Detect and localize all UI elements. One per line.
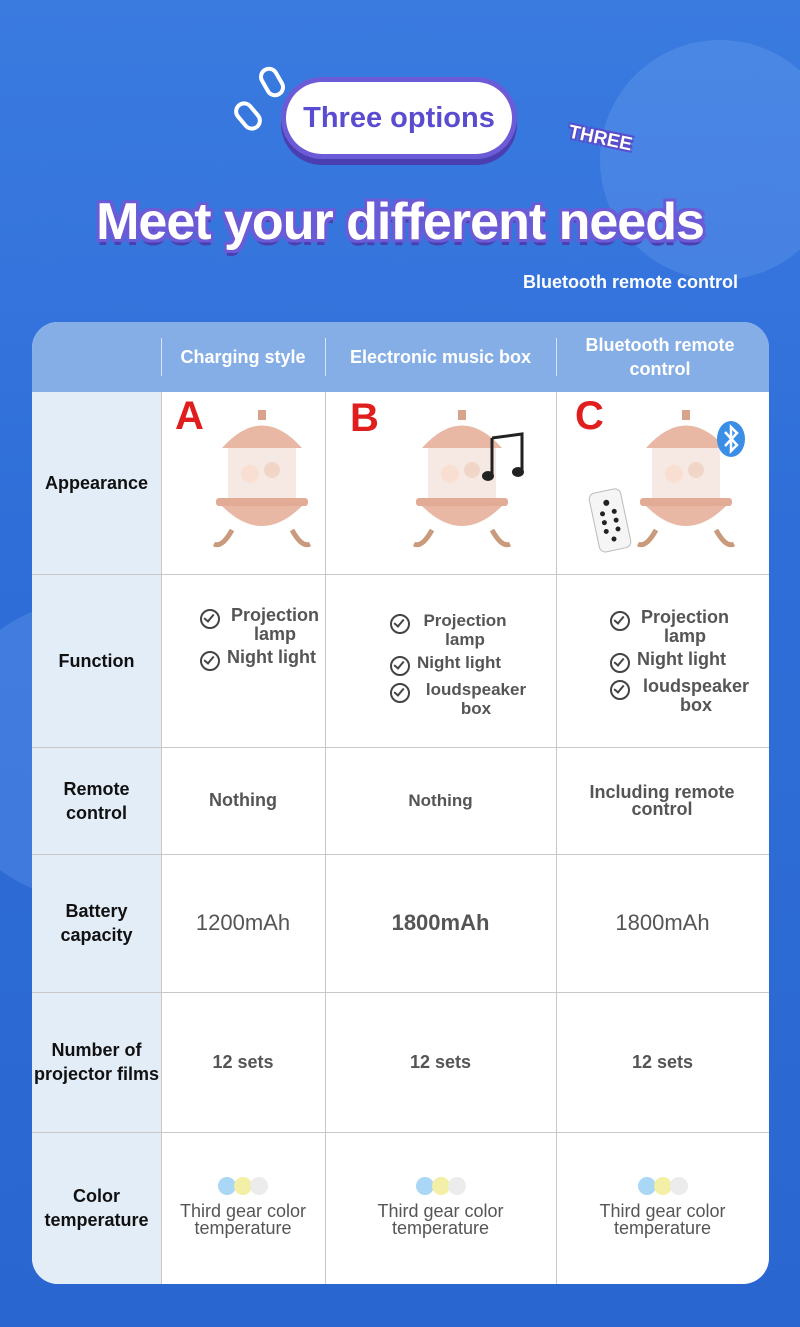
column-header: Charging style bbox=[180, 347, 306, 367]
row-label-color-temp: Color temperature bbox=[44, 1186, 149, 1230]
remote-value: Including remote control bbox=[589, 781, 735, 819]
color-swatch bbox=[638, 1177, 656, 1195]
hero-header bbox=[0, 0, 800, 320]
feature-label: Projection lamp bbox=[640, 607, 729, 646]
list-item bbox=[200, 648, 323, 671]
list-item bbox=[610, 650, 755, 673]
color-temp-item bbox=[366, 1177, 516, 1237]
list-item bbox=[610, 677, 755, 715]
page-headline: Meet your different needs bbox=[96, 193, 704, 251]
column-header: Bluetooth remote control bbox=[585, 335, 735, 379]
carousel-lamp-image bbox=[192, 408, 332, 558]
check-circle-icon bbox=[200, 609, 220, 629]
color-temp-item bbox=[588, 1177, 738, 1237]
row-label-films: Number of projector films bbox=[33, 1040, 160, 1084]
films-value: 12 sets bbox=[631, 1051, 694, 1072]
color-temp-text: Third gear color temperature bbox=[377, 1201, 504, 1238]
feature-label: Night light bbox=[227, 647, 316, 667]
color-swatches bbox=[639, 1177, 687, 1195]
bluetooth-icon bbox=[716, 420, 746, 458]
color-swatch bbox=[670, 1177, 688, 1195]
list-item bbox=[390, 680, 535, 718]
decoration-mark bbox=[230, 97, 266, 134]
page-subheading: Bluetooth remote control bbox=[523, 272, 738, 292]
feature-label: Projection lamp bbox=[230, 605, 319, 644]
feature-label: loudspeaker box bbox=[425, 680, 527, 718]
battery-value: 1800mAh bbox=[615, 910, 710, 935]
color-swatches bbox=[219, 1177, 267, 1195]
feature-label: Night light bbox=[637, 649, 726, 669]
carousel-lamp-drawing bbox=[214, 410, 310, 545]
row-label-appearance: Appearance bbox=[44, 473, 149, 493]
pill-label: Three options bbox=[303, 101, 495, 134]
feature-label: Projection lamp bbox=[423, 611, 507, 649]
feature-label: loudspeaker box bbox=[642, 676, 750, 715]
color-swatch bbox=[432, 1177, 450, 1195]
color-swatches bbox=[417, 1177, 465, 1195]
function-list bbox=[610, 608, 755, 719]
check-circle-icon bbox=[390, 683, 410, 703]
music-note-icon bbox=[482, 432, 526, 488]
list-item bbox=[610, 608, 755, 646]
remote-control-icon bbox=[588, 488, 636, 554]
check-circle-icon bbox=[610, 653, 630, 673]
row-label-battery: Battery capacity bbox=[60, 901, 133, 945]
films-value: 12 sets bbox=[409, 1051, 472, 1072]
row-label-remote: Remote control bbox=[63, 778, 130, 823]
battery-value: 1200mAh bbox=[195, 910, 291, 935]
color-swatch bbox=[448, 1177, 466, 1195]
decoration-mark bbox=[255, 63, 288, 101]
variant-letter: A bbox=[175, 394, 204, 438]
function-list bbox=[390, 611, 535, 722]
color-swatch bbox=[250, 1177, 268, 1195]
feature-label: Night light bbox=[417, 653, 502, 672]
color-temp-text: Third gear color temperature bbox=[179, 1201, 307, 1238]
three-options-badge bbox=[286, 82, 512, 154]
films-value: 12 sets bbox=[212, 1051, 274, 1072]
check-circle-icon bbox=[390, 614, 410, 634]
column-header: Electronic music box bbox=[349, 347, 532, 367]
check-circle-icon bbox=[610, 611, 630, 631]
battery-value: 1800mAh bbox=[391, 910, 490, 935]
variant-letter: C bbox=[575, 394, 604, 438]
remote-value: Nothing bbox=[209, 790, 277, 810]
three-sticker: THREE bbox=[566, 121, 634, 156]
color-temp-cell bbox=[556, 1132, 769, 1282]
function-list bbox=[200, 606, 323, 675]
color-swatch bbox=[416, 1177, 434, 1195]
check-circle-icon bbox=[390, 656, 410, 676]
check-circle-icon bbox=[610, 680, 630, 700]
check-circle-icon bbox=[200, 651, 220, 671]
color-swatch bbox=[654, 1177, 672, 1195]
color-temp-cell bbox=[161, 1132, 325, 1282]
color-temp-text: Third gear color temperature bbox=[599, 1201, 726, 1238]
color-temp-cell bbox=[325, 1132, 556, 1282]
comparison-table bbox=[32, 322, 769, 1284]
variant-letter: B bbox=[350, 396, 379, 440]
list-item bbox=[200, 606, 323, 644]
list-item bbox=[390, 611, 535, 649]
row-label-function: Function bbox=[58, 650, 135, 671]
list-item bbox=[390, 653, 535, 676]
remote-value: Nothing bbox=[408, 790, 473, 810]
header-divider bbox=[556, 338, 557, 376]
color-temp-item bbox=[168, 1177, 318, 1237]
